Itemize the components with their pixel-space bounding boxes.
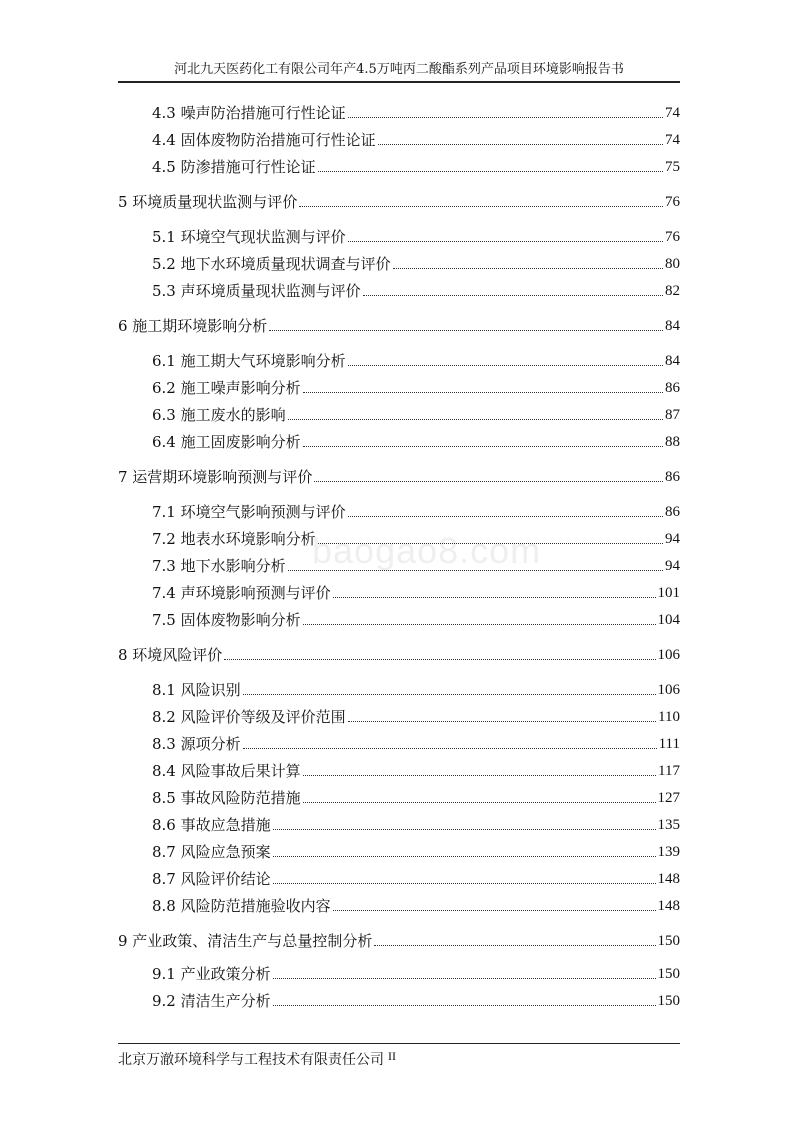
toc-leader-dots [363,295,663,296]
toc-leader-dots [374,945,655,946]
toc-entry[interactable] [152,502,680,522]
toc-entry-label: 8.2 风险评价等级及评价范围 [152,708,346,726]
toc-entry[interactable] [152,964,680,984]
toc-entry-page: 101 [657,585,680,601]
toc-entry[interactable] [118,316,680,336]
toc-entry-page: 84 [665,353,680,369]
toc-leader-dots [273,978,656,979]
toc-entry-page: 150 [657,966,680,982]
toc-entry-page: 106 [657,682,680,698]
toc-entry-label: 8.4 风险事故后果计算 [152,762,301,780]
toc-entry[interactable] [152,529,680,549]
toc-leader-dots [318,171,663,172]
toc-entry[interactable] [152,227,680,247]
toc-leader-dots [333,910,656,911]
toc-entry[interactable] [152,815,680,835]
toc-leader-dots [288,570,663,571]
toc-entry-label: 6.1 施工期大气环境影响分析 [152,352,346,370]
toc-entry-label: 8.1 风险识别 [152,681,241,699]
toc-entry-label: 7.1 环境空气影响预测与评价 [152,503,346,521]
toc-entry-label: 4.4 固体废物防治措施可行性论证 [152,131,376,149]
toc-entry-page: 111 [658,736,680,752]
toc-leader-dots [273,1005,656,1006]
toc-entry[interactable] [152,610,680,630]
toc-entry-label: 8.7 风险应急预案 [152,843,271,861]
toc-entry[interactable] [152,281,680,301]
toc-entry-page: 110 [658,709,680,725]
toc-entry[interactable] [152,130,680,150]
toc-entry-label: 6 施工期环境影响分析 [118,317,268,335]
toc-entry-page: 104 [657,612,680,628]
toc-leader-dots [303,446,663,447]
toc-entry[interactable] [152,583,680,603]
toc-entry[interactable] [152,788,680,808]
toc-entry-label: 8.5 事故风险防范措施 [152,789,301,807]
toc-entry-label: 6.3 施工废水的影响 [152,406,286,424]
toc-entry-label: 9.1 产业政策分析 [152,965,271,983]
toc-leader-dots [303,775,656,776]
toc-entry-label: 5.2 地下水环境质量现状调查与评价 [152,255,391,273]
toc-entry[interactable] [152,680,680,700]
toc-entry[interactable] [152,351,680,371]
toc-entry-page: 106 [657,647,680,663]
toc-entry[interactable] [118,931,680,951]
toc-entry[interactable] [152,157,680,177]
toc-entry-page: 148 [657,871,680,887]
toc-entry-label: 5.1 环境空气现状监测与评价 [152,228,346,246]
toc-entry-label: 4.3 噪声防治措施可行性论证 [152,104,346,122]
toc-entry-page: 148 [657,898,680,914]
toc-leader-dots [348,365,663,366]
toc-leader-dots [314,481,663,482]
toc-entry[interactable] [152,896,680,916]
toc-entry[interactable] [152,103,680,123]
toc-entry-label: 9 产业政策、清洁生产与总量控制分析 [118,932,373,950]
toc-entry-label: 5 环境质量现状监测与评价 [118,193,298,211]
toc-entry[interactable] [152,378,680,398]
toc-leader-dots [348,117,663,118]
toc-entry-page: 135 [657,817,680,833]
toc-entry[interactable] [118,192,680,212]
toc-leader-dots [348,241,663,242]
toc-leader-dots [224,659,655,660]
toc-entry-page: 82 [665,283,680,299]
toc-entry-label: 8.8 风险防范措施验收内容 [152,897,331,915]
toc-entry-page: 86 [665,469,680,485]
toc-entry-label: 5.3 声环境质量现状监测与评价 [152,282,361,300]
toc-entry-page: 75 [665,159,680,175]
toc-entry[interactable] [152,254,680,274]
toc-entry-page: 127 [657,790,680,806]
toc-entry-page: 76 [665,194,680,210]
toc-entry-label: 4.5 防渗措施可行性论证 [152,158,316,176]
toc-entry[interactable] [152,842,680,862]
toc-entry-label: 6.2 施工噪声影响分析 [152,379,301,397]
toc-entry-label: 6.4 施工固废影响分析 [152,433,301,451]
toc-entry-label: 7.3 地下水影响分析 [152,557,286,575]
toc-leader-dots [303,392,663,393]
toc-entry-page: 80 [665,256,680,272]
toc-entry-page: 86 [665,504,680,520]
toc-entry-label: 7.2 地表水环境影响分析 [152,530,316,548]
toc-entry-page: 74 [665,132,680,148]
toc-entry-label: 9.2 清洁生产分析 [152,992,271,1010]
running-header: 河北九天医药化工有限公司年产4.5万吨丙二酸酯系列产品项目环境影响报告书 [174,62,624,77]
toc-entry[interactable] [118,645,680,665]
toc-entry-label: 7.5 固体废物影响分析 [152,611,301,629]
toc-leader-dots [318,543,663,544]
footer-company: 北京万澈环境科学与工程技术有限责任公司 [118,1052,384,1068]
toc-entry[interactable] [152,869,680,889]
toc-leader-dots [333,597,656,598]
toc-entry-page: 94 [665,558,680,574]
toc-entry-page: 84 [665,318,680,334]
toc-leader-dots [269,330,663,331]
toc-entry-page: 139 [657,844,680,860]
toc-entry-label: 8.6 事故应急措施 [152,816,271,834]
toc-leader-dots [348,721,656,722]
toc-entry-label: 8.7 风险评价结论 [152,870,271,888]
toc-leader-dots [273,883,656,884]
toc-leader-dots [243,694,656,695]
toc-entry[interactable] [152,991,680,1011]
toc-leader-dots [273,829,656,830]
toc-leader-dots [243,748,657,749]
toc-leader-dots [303,802,656,803]
toc-entry[interactable] [152,556,680,576]
toc-leader-dots [299,206,663,207]
toc-leader-dots [348,516,663,517]
toc-entry[interactable] [152,405,680,425]
page-footer [118,1047,396,1069]
toc-entry[interactable] [152,432,680,452]
toc-leader-dots [378,144,663,145]
toc-entry-label: 8 环境风险评价 [118,646,223,664]
toc-entry[interactable] [152,761,680,781]
toc-entry-page: 150 [657,933,680,949]
toc-leader-dots [273,856,656,857]
toc-entry-page: 87 [665,407,680,423]
footer-divider [118,1043,680,1044]
toc-entry[interactable] [152,707,680,727]
toc-entry-page: 88 [665,434,680,450]
toc-entry-page: 117 [658,763,680,779]
toc-entry-label: 8.3 源项分析 [152,735,241,753]
toc-entry-page: 76 [665,229,680,245]
toc-entry-label: 7.4 声环境影响预测与评价 [152,584,331,602]
toc-entry[interactable] [118,467,680,487]
toc-leader-dots [288,419,663,420]
watermark: baogao8.com [312,530,542,571]
toc-entry-page: 150 [657,993,680,1009]
toc-entry-page: 74 [665,105,680,121]
toc-leader-dots [393,268,663,269]
toc-entry-page: 94 [665,531,680,547]
toc-entry[interactable] [152,734,680,754]
page-number: II [388,1049,396,1063]
toc-leader-dots [303,624,656,625]
toc-entry-page: 86 [665,380,680,396]
toc-entry-label: 7 运营期环境影响预测与评价 [118,468,313,486]
